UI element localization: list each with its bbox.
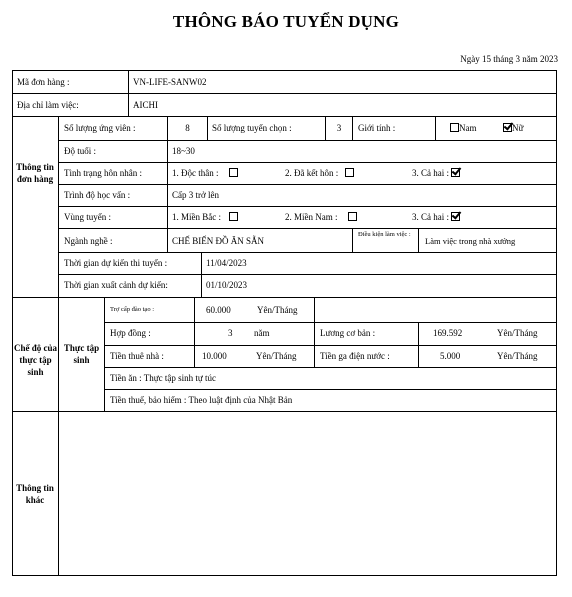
workplace-value: AICHI: [133, 100, 158, 110]
gender-male-option[interactable]: [450, 122, 477, 134]
region-north-checkbox[interactable]: [229, 212, 238, 221]
region-south-label: 2. Miền Nam :: [285, 212, 338, 222]
age-value: 18~30: [172, 146, 195, 156]
region-both-label: 3. Cả hai :: [412, 212, 449, 222]
trainee-sub-label: Thực tập sinh: [63, 343, 100, 365]
salary-value: 169.592: [433, 328, 463, 338]
departure-date-label: Thời gian xuất cảnh dự kiến:: [64, 280, 168, 290]
marital-both-checkbox[interactable]: [451, 168, 460, 177]
job-label: Ngành nghề :: [64, 236, 113, 246]
age-label: Độ tuổi :: [64, 146, 97, 156]
contract-label: Hợp đồng :: [110, 328, 151, 338]
gender-male-label: Nam: [459, 123, 477, 133]
marital-option-single[interactable]: [172, 167, 238, 179]
exam-date-value: 11/04/2023: [206, 258, 247, 268]
order-code-value: VN-LIFE-SANW02: [133, 77, 207, 87]
region-north-label: 1. Miền Bắc :: [172, 212, 221, 222]
order-info-section-label: Thông tin đơn hàng: [16, 162, 54, 184]
education-value: Cấp 3 trở lên: [172, 190, 219, 200]
gender-female-option[interactable]: [503, 122, 523, 134]
allowance-unit: Yên/Tháng: [257, 305, 298, 315]
selected-value: 3: [336, 123, 342, 133]
allowance-value: 60.000: [206, 305, 231, 315]
utility-value: 5.000: [440, 351, 461, 361]
contract-unit: năm: [254, 328, 270, 338]
utility-label: Tiền ga điện nước :: [320, 351, 390, 361]
meal-info: Tiền ăn : Thực tập sinh tự túc: [110, 373, 217, 383]
region-option-both[interactable]: [412, 211, 460, 223]
marital-married-checkbox[interactable]: [345, 168, 354, 177]
job-value: CHẾ BIẾN ĐỒ ĂN SẴN: [172, 236, 264, 246]
page-title: THÔNG BÁO TUYỂN DỤNG: [172, 12, 400, 31]
salary-unit: Yên/Tháng: [497, 328, 538, 338]
selected-label: Số lượng tuyển chọn :: [212, 123, 292, 133]
marital-option-both[interactable]: [412, 167, 460, 179]
candidates-value: 8: [185, 123, 190, 133]
gender-female-label: Nữ: [512, 123, 524, 133]
other-info-section-label: Thông tin khác: [16, 483, 54, 505]
condition-value: Làm việc trong nhà xưởng: [425, 236, 516, 246]
salary-label: Lương cơ bản :: [320, 328, 376, 338]
allowance-label: Trợ cấp đào tạo :: [110, 306, 154, 313]
region-both-checkbox[interactable]: [451, 212, 460, 221]
other-info-content: [59, 412, 556, 575]
marital-label: Tình trạng hôn nhân :: [64, 168, 142, 178]
workplace-label: Địa chỉ làm việc:: [17, 100, 79, 110]
rent-unit: Yên/Tháng: [256, 351, 297, 361]
rent-label: Tiền thuê nhà :: [110, 351, 164, 361]
marital-married-label: 2. Đã kết hôn :: [285, 168, 339, 178]
condition-label: Điều kiện làm việc :: [358, 231, 411, 238]
exam-date-label: Thời gian dự kiến thi tuyển :: [64, 258, 168, 268]
marital-option-married[interactable]: [285, 167, 354, 179]
gender-female-checkbox[interactable]: [503, 123, 512, 132]
gender-label: Giới tính :: [358, 123, 396, 133]
utility-unit: Yên/Tháng: [497, 351, 538, 361]
marital-single-checkbox[interactable]: [229, 168, 238, 177]
rent-value: 10.000: [202, 351, 227, 361]
insurance-info: Tiền thuế, bảo hiểm : Theo luật định của Nhật Bản: [110, 395, 293, 405]
region-south-checkbox[interactable]: [348, 212, 357, 221]
region-label: Vùng tuyển :: [64, 212, 111, 222]
order-code-label: Mã đơn hàng :: [17, 77, 70, 87]
education-label: Trình độ học vấn :: [64, 190, 131, 200]
candidates-label: Số lượng ứng viên :: [64, 123, 136, 133]
notice-date: Ngày 15 tháng 3 năm 2023: [460, 54, 558, 64]
marital-single-label: 1. Độc thân :: [172, 168, 219, 178]
region-option-north[interactable]: [172, 211, 238, 223]
gender-male-checkbox[interactable]: [450, 123, 459, 132]
departure-date-value: 01/10/2023: [206, 280, 248, 290]
marital-both-label: 3. Cả hai :: [412, 168, 449, 178]
contract-value: 3: [228, 328, 233, 338]
benefits-section-label: Chế độ của thực tập sinh: [14, 343, 58, 377]
region-option-south[interactable]: [285, 211, 357, 223]
